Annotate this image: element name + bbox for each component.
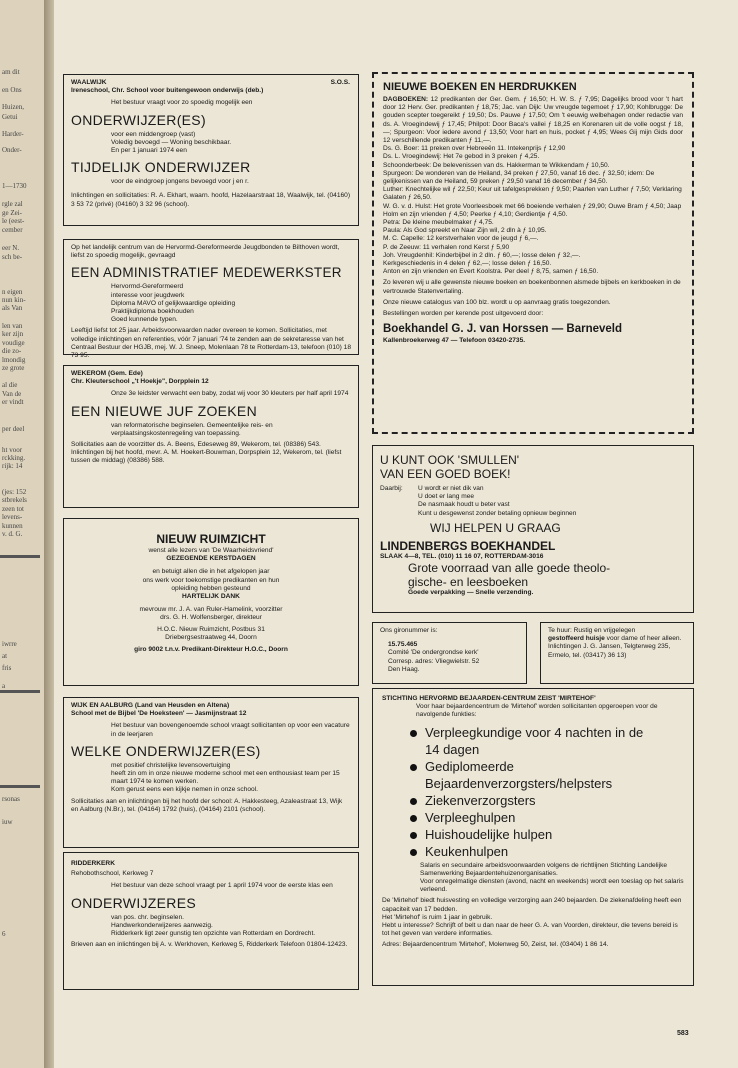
vacancy-item-cont: 14 dagen	[425, 741, 480, 757]
ad-line: Driebergsestraatweg 44, Doorn	[165, 633, 257, 641]
ad-label: Ons gironummer is:	[380, 627, 438, 634]
ad-paragraph: Zo leveren wij u alle gewenste nieuwe boeken en boekenbonnen alsmede bijbels en kerkboeken in de vertrouwde Statenvertaling.	[383, 279, 681, 295]
ad-lindenbergs	[372, 445, 694, 613]
previous-page-text: fris	[2, 664, 12, 672]
book-item: Paula: Als God spreekt en Naar Zijn wil, 2 dln à ƒ 10,95.	[383, 227, 547, 235]
ad-line: van reformatorische beginselen. Gemeentelijke reis- en verplaatsingskostenregeling van toepassing.	[111, 421, 273, 437]
previous-page-text: sch be-	[2, 253, 23, 261]
req-line: Praktijkdiploma boekhouden	[111, 308, 194, 316]
shop-name: Boekhandel G. J. van Horssen — Barneveld	[383, 323, 623, 336]
previous-page-text: er vindt	[2, 398, 24, 406]
ad-place: RIDDERKERK	[71, 860, 115, 867]
ad-line: voor de eindgroep jongens bevoegd voor j en r.	[111, 178, 249, 186]
vacancy-item: Gediplomeerde	[410, 758, 684, 775]
magazine-page	[54, 0, 738, 1068]
previous-page-text: ge Zei-	[2, 209, 23, 217]
book-item: W. G. v. d. Hulst: Het grote Voorleesboek met 66 boeiende verhalen ƒ 29,90; Ouwe Bram ƒ 4,50; Jaap Holm en zijn vrienden ƒ 4,50; Peerke ƒ 4,10; Gerdientje ƒ 4,50.	[383, 202, 682, 218]
previous-page-text: voudige	[2, 339, 25, 347]
ad-place: WAALWIJK	[71, 79, 107, 86]
ad-place: WEKEROM (Gem. Ede)	[71, 370, 143, 377]
previous-page-text: iwrre	[2, 640, 17, 648]
ad-waalwijk	[63, 74, 359, 226]
ad-school: Rehobothschool, Kerkweg 7	[71, 870, 154, 878]
ad-line: En per 1 januari 1974 een	[111, 147, 187, 155]
previous-page-text: Harder-	[2, 130, 24, 138]
previous-page-edge	[0, 0, 45, 1068]
ad-line: H.O.C. Nieuw Ruimzicht, Postbus 31	[157, 625, 265, 633]
ad-nieuwe-boeken	[372, 72, 694, 434]
ad-line: Comité 'De ondergrondse kerk'	[388, 649, 479, 657]
previous-page-text: ze grote	[2, 364, 25, 372]
shop-address: Kallenbroekerweg 47 — Telefoon 03420-2735.	[383, 337, 526, 345]
previous-page-text: Huizen,	[2, 103, 24, 111]
ad-school: School met de Bijbel 'De Hoeksteen' — Jasmijnstraat 12	[71, 710, 247, 718]
ad-place: WIJK EN AALBURG (Land van Heusden en Altena)	[71, 702, 230, 709]
ad-intro: Het bestuur van deze school vraagt per 1 april 1974 voor de eerste klas een	[111, 882, 333, 890]
ad-school: Ireneschool, Chr. School voor buitengewoon onderwijs (deb.)	[71, 87, 264, 95]
book-item: Ds. G. Boer: 11 preken over Hebreeën 11. Intekenprijs ƒ 12,90	[383, 145, 566, 153]
ad-ridderkerk	[63, 852, 359, 990]
req-line: Diploma MAVO of gelijkwaardige opleiding	[111, 299, 236, 307]
book-item: Kerkgeschiedenis in 4 delen ƒ 62,—; losse delen ƒ 16,50.	[383, 260, 552, 268]
ad-line: U doet er lang mee	[418, 493, 475, 501]
previous-page-text: en Ons	[2, 86, 22, 94]
previous-page-text: ht voor	[2, 446, 23, 454]
ad-label: Daarbij:	[380, 485, 403, 492]
ad-paragraph: Onze nieuwe catalogus van 100 blz. wordt u op aanvraag gratis toegezonden.	[383, 298, 611, 306]
previous-page-rule	[0, 690, 40, 693]
ad-title-1: U KUNT OOK 'SMULLEN'	[380, 453, 520, 467]
ad-line: Den Haag.	[388, 665, 420, 673]
previous-page-text: Van de	[2, 390, 22, 398]
ad-line: mevrouw mr. J. A. van Ruler-Hamelink, voorzitter	[139, 606, 283, 614]
ad-intro: Het bestuur van bovengenoemde school vraagt sollicitanten op voor een vacature in de leerjaren	[111, 722, 350, 738]
book-item: Schoonderbeek: De belevenissen van ds. Hakkerman te Wikkendam ƒ 10,50.	[383, 161, 610, 169]
ad-title-1: ONDERWIJZER(ES)	[71, 111, 206, 128]
previous-page-text: rckking.	[2, 454, 26, 462]
vacancy-item: Keukenhulpen	[410, 843, 684, 860]
ad-line: voor dame of heer alleen. Inlichtingen J. G. Jansen, Telgterweg 235, Ermelo, tel. (03417) 36 13)	[548, 635, 682, 659]
ad-wijk-en-aalburg	[63, 697, 359, 848]
ad-line: ons werk voor toekomstige predikanten en hun	[142, 576, 280, 584]
ad-paragraph: Het 'Mirtehof' is ruim 1 jaar in gebruik.	[382, 913, 493, 921]
previous-page-text: al die	[2, 381, 18, 389]
ad-paragraph: Hebt u interesse? Schrijft of belt u dan naar de heer G. A. van Voorden, direkteur, die tevens bereid is tot het geven van verdere informaties.	[382, 922, 678, 938]
ad-body: 12 predikanten der Ger. Gem. ƒ 16,50; H. W. S. ƒ 7,95; Dagelijks brood voor 't hart door 12 Herv. Ger. predikanten ƒ 18,75; Jac. van Dijk: Uw vreugde tegemoet ƒ 17,90; Kohlbrugge: De gouden scepter toegereikt ƒ 19,50; Ds. Pauwe ƒ 17,50; Om 't eeuwig welbehagen onder redactie van ds. A. Vroegindewij ƒ 17,45; Philpot: Door Baca's vallei ƒ 18,25 en Korenaren uit de volle oogst ƒ 18,—; Spurgeon: Voor iedere avond ƒ 13,50; Voor hart en huis, pocket ƒ 4,95; Wees Gij mijn Gids door 12 verschillende predikanten ƒ 11,—.	[383, 96, 683, 145]
ad-body: Sollicitaties aan en inlichtingen bij het hoofd der school: A. Hakkesteeg, Azaleastraat 13, Wijk en Aalburg (N.Br.), tel. (04164) 1792 (huis), (04164) 2101 (school).	[71, 797, 343, 813]
ad-wekerom	[63, 365, 359, 508]
previous-page-text: rsonas	[2, 795, 20, 803]
previous-page-text: eer N.	[2, 244, 20, 252]
ad-line: Handwerkonderwijzeres aanwezig.	[111, 921, 213, 929]
ad-line: Kom gerust eens een kijkje nemen in onze school.	[111, 786, 258, 794]
previous-page-text: (jes: 152	[2, 488, 27, 496]
ad-lead: DAGBOEKEN:	[383, 96, 429, 103]
ad-line: GEZEGENDE KERSTDAGEN	[166, 555, 256, 563]
ad-mirtehof	[372, 688, 694, 986]
previous-page-text: 1—1730	[2, 182, 27, 190]
ad-body: Leeftijd liefst tot 25 jaar. Arbeidsvoorwaarden nader overeen te komen. Sollicitaties, met volledige inlichtingen en referenties, vóór 7 januari '74 te zenden aan de sekretaresse van het Centraal Bestuur der HGJB, mej. W. J. Sneep, Molenlaan 78 te Rotterdam-13, telefoon (010) 18 73 95.	[71, 327, 352, 360]
ad-line: van pos. chr. beginselen.	[111, 913, 184, 921]
ad-line: drs. G. H. Wolfensberger, direkteur	[160, 614, 262, 622]
ad-line: heeft zin om in onze nieuwe moderne school met een enthousiast team per 15 maart 1974 te komen werken.	[111, 770, 340, 786]
ad-line: Te huur: Rustig en vrijgelegen	[548, 627, 636, 634]
ad-line: met positief christelijke levensovertuiging	[111, 761, 231, 769]
ad-line: U wordt er niet dik van	[418, 485, 484, 492]
ad-intro: Het bestuur vraagt voor zo spoedig mogelijk een	[111, 99, 253, 107]
bullet-icon	[410, 832, 417, 839]
previous-page-text: lmondig	[2, 356, 26, 364]
book-item: Anton en zijn vrienden en Evert Koolstra. Per deel ƒ 8,75, samen ƒ 16,50.	[383, 268, 599, 276]
ad-title: WELKE ONDERWIJZER(ES)	[71, 742, 261, 759]
ad-bold: gestoffeerd huisje	[548, 635, 605, 643]
book-item: M. C. Capelle: 12 kerstverhalen voor de jeugd ƒ 6,—.	[383, 235, 539, 243]
bullet-icon	[410, 730, 417, 737]
previous-page-text: le (eest-	[2, 217, 25, 225]
vacancy-item: Ziekenverzorgsters	[410, 792, 684, 809]
ad-title: EEN ADMINISTRATIEF MEDEWERKSTER	[71, 265, 342, 281]
book-item: Petra: De kleine meubelmaker ƒ 4,75.	[383, 219, 494, 227]
ad-body: Sollicitaties aan de voorzitter ds. A. Beens, Edeseweg 89, Wekerom, tel. (08386) 543. Inlichtingen bij het hoofd, mevr. A. M. Hoekert-Bouwman, Dorpsplein 12, Wekerom, tel. (liefst tussen de middag) (08386) 588.	[71, 441, 342, 465]
bullet-icon	[410, 798, 417, 805]
ad-contact: Inlichtingen en sollicitaties: R. A. Ekhart, waarn. hoofd, Hazelaarstraat 18, Waalwijk, tel. (04160) 3 53 72 (privé) (04160) 3 32 96 (school).	[71, 192, 351, 208]
ad-line: Goede verpakking — Snelle verzending.	[408, 589, 534, 597]
ad-title: EEN NIEUWE JUF ZOEKEN	[71, 402, 257, 419]
book-item: Joh. Vreugdenhil: Kinderbijbel in 2 dln. ƒ 60,—; losse delen ƒ 32,—.	[383, 251, 581, 259]
ad-te-huur	[540, 622, 694, 684]
ad-line: Ridderkerk ligt zeer gunstig ten opzichte van Rotterdam en Dordrecht.	[111, 930, 316, 938]
ad-intro: Op het landelijk centrum van de Hervormd-Gereformeerde Jeugdbonden te Bilthoven wordt, liefst zo spoedig mogelijk, gevraagd	[71, 244, 340, 260]
ad-line: giro 9002 t.n.v. Predikant-Direkteur H.O.C., Doorn	[134, 646, 288, 654]
ad-intro: Onze 3e leidster verwacht een baby, zodat wij voor 30 kleuters per half april 1974	[111, 390, 349, 398]
ad-help: WIJ HELPEN U GRAAG	[430, 520, 561, 535]
ad-gironummer	[372, 622, 527, 684]
ad-title-2: VAN EEN GOED BOEK!	[380, 467, 511, 481]
previous-page-text: len van	[2, 322, 23, 330]
ad-line: Voledig bevoegd — Woning beschikbaar.	[111, 138, 232, 146]
vacancy-item: Verpleeghulpen	[410, 809, 684, 826]
ad-title: ONDERWIJZERES	[71, 894, 196, 911]
page-number: 583	[677, 1030, 689, 1037]
shop-address: SLAAK 4—8, TEL. (010) 11 16 07, ROTTERDAM-3016	[380, 552, 544, 560]
ad-line: voor een middengroep (vast)	[111, 130, 196, 138]
previous-page-text: a	[2, 682, 6, 690]
ad-nieuw-ruimzicht	[63, 518, 359, 686]
ad-line: wenst alle lezers van 'De Waarheidsvriend'	[148, 547, 274, 554]
ad-line: Corresp. adres: Vliegwielstr. 52	[388, 657, 480, 665]
previous-page-text: rijk: 14	[2, 462, 23, 470]
previous-page-text: Onder-	[2, 146, 22, 154]
vacancy-item-cont: Bejaardenverzorgsters/helpsters	[425, 775, 613, 791]
previous-page-text: v. d. G.	[2, 530, 23, 538]
ad-line: Grote voorraad van alle goede theolo-	[408, 561, 611, 576]
shop-name: LINDENBERGS BOEKHANDEL	[380, 538, 556, 553]
previous-page-text: rgle zal	[2, 200, 23, 208]
previous-page-text: kunnen	[2, 522, 23, 530]
bullet-icon	[410, 815, 417, 822]
ad-administratief	[63, 239, 359, 360]
ad-line: en betuigt allen die in het afgelopen jaar	[152, 568, 270, 576]
book-item: Ds. L. Vroegindewij: Het 7e gebod in 3 preken ƒ 4,25.	[383, 153, 540, 161]
ad-paragraph: Bestellingen worden per kerende post uitgevoerd door:	[383, 310, 544, 318]
req-line: Hervormd-Gereformeerd	[111, 283, 184, 291]
page-gutter	[44, 0, 54, 1068]
ad-line: gische- en leesboeken	[408, 575, 529, 590]
previous-page-text: cember	[2, 226, 23, 234]
ad-title: NIEUWE BOEKEN EN HERDRUKKEN	[383, 81, 577, 93]
previous-page-text: at	[2, 652, 8, 660]
req-line: Goed kunnende typen.	[111, 316, 178, 324]
previous-page-rule	[0, 785, 40, 788]
previous-page-text: per deel	[2, 425, 25, 433]
ad-intro: Voor haar bejaardencentrum de 'Mirtehof' worden sollicitanten opgeroepen voor de navolgende funkties:	[416, 703, 658, 719]
previous-page-text: nun kin-	[2, 296, 26, 304]
ad-school: Chr. Kleuterschool „'t Hoekje", Dorpplein 12	[71, 378, 209, 386]
ad-paragraph: Adres: Bejaardencentrum 'Mirtehof', Molenweg 50, Zeist, tel. (03404) 1 86 14.	[382, 941, 609, 949]
book-item: P. de Zeeuw: 11 verhalen rond Kerst ƒ 5,90	[383, 243, 510, 251]
ad-line: opleiding hebben gesteund	[171, 584, 251, 592]
ad-body: Brieven aan en inlichtingen bij A. v. Werkhoven, Kerkweg 5, Ridderkerk Telefoon 01804-12423.	[71, 941, 348, 949]
ad-line: De nasmaak houdt u beter vast	[418, 501, 510, 509]
previous-page-text: levens-	[2, 513, 23, 521]
previous-page-text: n eigen	[2, 288, 23, 296]
previous-page-text: Getui	[2, 113, 18, 121]
ad-paragraph: Salaris en secundaire arbeidsvoorwaarden volgens de richtlijnen Stichting Landelijke Samenwerking Bejaardentehuizenorganisaties.	[420, 861, 668, 877]
previous-page-text: zeen tot	[2, 505, 24, 513]
previous-page-text: ker zijn	[2, 330, 24, 338]
previous-page-text: am dit	[2, 68, 20, 76]
vacancy-item: Huishoudelijke hulpen	[410, 826, 684, 843]
previous-page-text: 6	[2, 930, 6, 938]
giro-number: 15.75.465	[388, 641, 418, 649]
sos-label: S.O.S.	[330, 79, 350, 86]
ad-paragraph: De 'Mirtehof' biedt huisvesting en volledige verzorging aan 240 bejaarden. De ziekenafdeling heeft een capaciteit van 17 bedden.	[382, 897, 682, 913]
ad-title: NIEUW RUIMZICHT	[156, 532, 266, 546]
previous-page-text: iuw	[2, 818, 13, 826]
book-item: Spurgeon: De wonderen van de Heiland, 34 preken ƒ 27,50, vanaf 16 dec. ƒ 32,50; idem: De gelijkenissen van de Heiland, 59 preken ƒ 29,50 vanaf 16 december ƒ 34,50.	[383, 169, 655, 186]
ad-line: Kunt u desgewenst zonder betaling opnieuw beginnen	[418, 509, 577, 517]
previous-page-text: stbrekels	[2, 496, 27, 504]
req-line: interesse voor jeugdwerk	[111, 291, 185, 299]
bullet-icon	[410, 849, 417, 856]
book-item: Luther: Knechtelijke wil ƒ 22,50; Keur uit tafelgesprekken ƒ 9,50; Paarlen van Luther ƒ 7,50; Verklaring Galaten ƒ 26,50.	[383, 186, 682, 202]
previous-page-rule	[0, 555, 40, 558]
bullet-icon	[410, 764, 417, 771]
ad-head: STICHTING HERVORMD BEJAARDEN-CENTRUM ZEIST 'MIRTEHOF'	[382, 695, 596, 702]
vacancy-item: Verpleegkundige voor 4 nachten in de	[410, 724, 684, 741]
ad-line: HARTELIJK DANK	[182, 593, 240, 601]
ad-paragraph: Voor onregelmatige diensten (avond, nacht en weekends) wordt een toeslag op het salaris verleend.	[420, 878, 684, 894]
previous-page-text: als Van	[2, 304, 23, 312]
previous-page-text: die zo-	[2, 347, 22, 355]
ad-title-2: TIJDELIJK ONDERWIJZER	[71, 159, 251, 176]
